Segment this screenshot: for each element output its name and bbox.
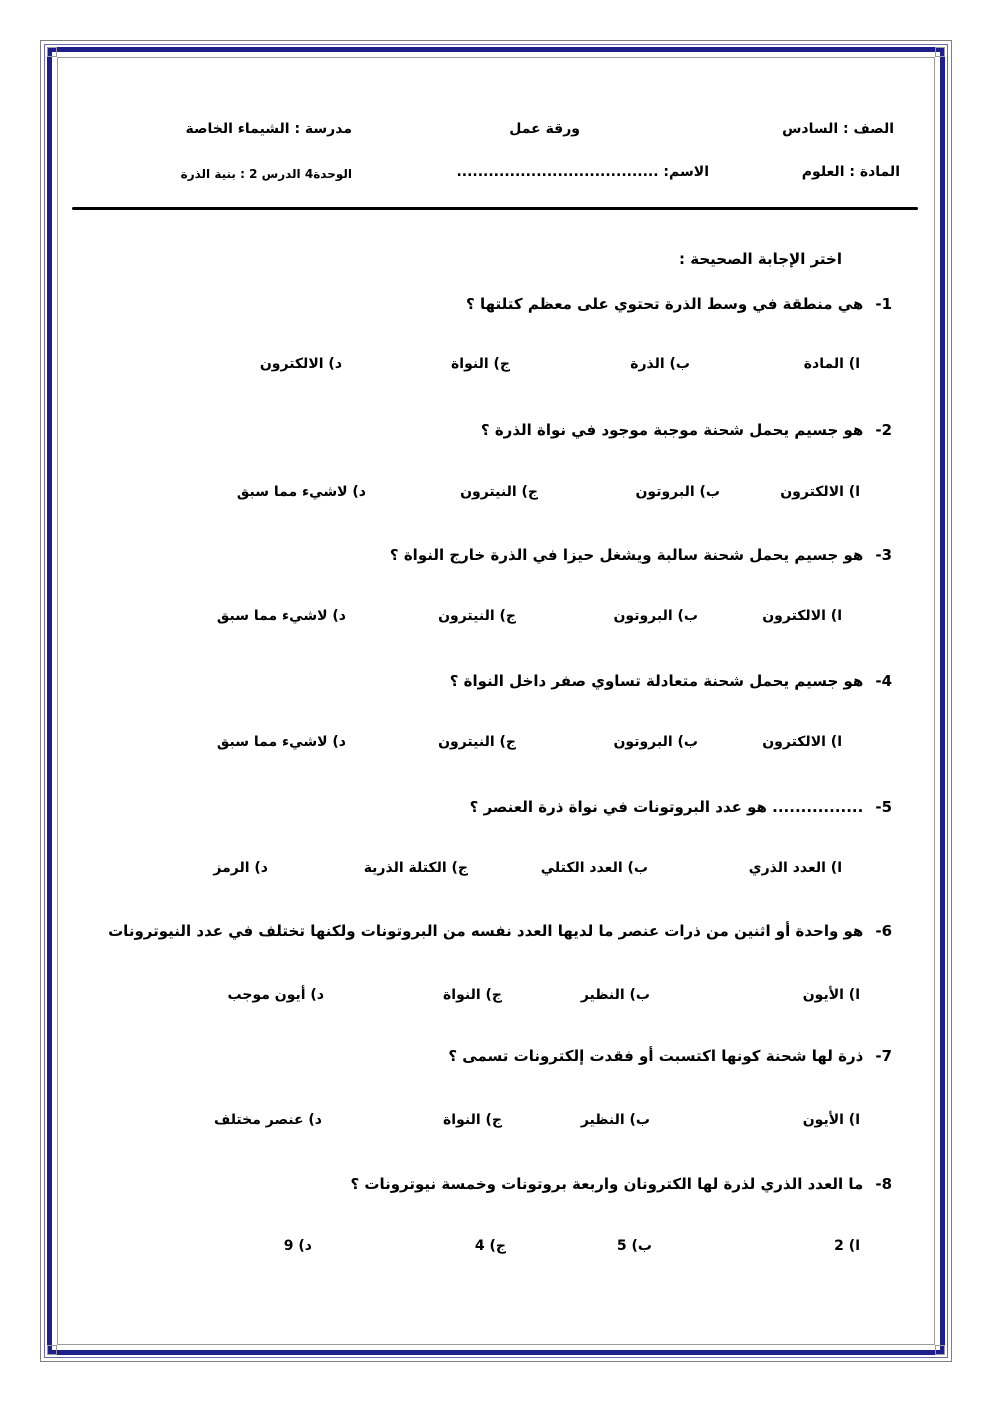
worksheet-title: ورقة عمل <box>509 121 580 137</box>
option-d[interactable]: د) 9 <box>283 1238 312 1254</box>
option-c[interactable]: ج) النواة <box>443 1112 502 1128</box>
question-number: 4- <box>875 672 892 690</box>
option-b[interactable]: ب) العدد الكتلي <box>540 860 648 876</box>
question-7 <box>448 1047 892 1065</box>
option-a[interactable]: ا) الالكترون <box>762 734 842 750</box>
question-4 <box>450 672 892 690</box>
question-text: هو جسيم يحمل شحنة متعادلة تساوي صفر داخل النواة ؟ <box>449 672 864 690</box>
school-name: مدرسة : الشيماء الخاصة <box>185 121 352 137</box>
question-number: 2- <box>875 421 892 439</box>
instruction-heading: اختر الإجابة الصحيحة : <box>679 250 842 268</box>
option-c[interactable]: ج) النيترون <box>460 484 538 500</box>
question-text: هو جسيم يحمل شحنة موجبة موجود في نواة الذرة ؟ <box>480 421 864 439</box>
option-a[interactable]: ا) المادة <box>803 356 860 372</box>
option-a[interactable]: ا) الالكترون <box>762 608 842 624</box>
question-text: ذرة لها شحنة كونها اكتسبت أو فقدت إلكترونات تسمى ؟ <box>448 1047 864 1065</box>
question-8 <box>350 1175 892 1193</box>
option-d[interactable]: د) الالكترون <box>259 356 342 372</box>
option-b[interactable]: ب) البروتون <box>613 608 698 624</box>
question-number: 5- <box>875 798 892 816</box>
option-b[interactable]: ب) النظير <box>580 987 650 1003</box>
question-6 <box>108 922 892 940</box>
question-text: هي منطقة في وسط الذرة تحتوي على معظم كتلتها ؟ <box>466 295 864 313</box>
question-number: 8- <box>875 1175 892 1193</box>
corner-ornament <box>935 47 945 57</box>
option-c[interactable]: ج) الكتلة الذرية <box>363 860 468 876</box>
option-c[interactable]: ج) النيترون <box>438 608 516 624</box>
option-b[interactable]: ب) النظير <box>580 1112 650 1128</box>
corner-ornament <box>47 1345 57 1355</box>
option-b[interactable]: ب) الذرة <box>630 356 690 372</box>
corner-ornament <box>935 1345 945 1355</box>
option-a[interactable]: ا) الأيون <box>802 1112 860 1128</box>
question-1 <box>466 295 892 313</box>
option-c[interactable]: ج) النواة <box>451 356 510 372</box>
option-a[interactable]: ا) 2 <box>834 1238 860 1254</box>
question-3 <box>390 546 892 564</box>
option-c[interactable]: ج) 4 <box>474 1238 506 1254</box>
option-d[interactable]: د) لاشيء مما سبق <box>216 608 346 624</box>
student-name-field[interactable]: الاسم: ...................................... <box>456 164 709 180</box>
option-d[interactable]: د) أيون موجب <box>227 987 324 1003</box>
option-a[interactable]: ا) الأيون <box>802 987 860 1003</box>
question-text: هو جسيم يحمل شحنة سالبة ويشغل حيزا في الذرة خارج النواة ؟ <box>389 546 864 564</box>
question-number: 6- <box>875 922 892 940</box>
question-text: هو واحدة أو اثنين من ذرات عنصر ما لديها العدد نفسه من البروتونات ولكنها تختلف في عدد النيوترونات <box>108 922 864 940</box>
option-a[interactable]: ا) الالكترون <box>780 484 860 500</box>
header-divider <box>72 207 918 210</box>
option-c[interactable]: ج) النيترون <box>438 734 516 750</box>
unit-lesson-label: الوحدة4 الدرس 2 : بنية الذرة <box>180 167 352 181</box>
question-5 <box>470 798 892 816</box>
subject-label: المادة : العلوم <box>801 164 900 180</box>
option-b[interactable]: ب) البروتون <box>635 484 720 500</box>
question-number: 7- <box>875 1047 892 1065</box>
option-a[interactable]: ا) العدد الذري <box>748 860 842 876</box>
question-text: ................ هو عدد البروتونات في نواة ذرة العنصر ؟ <box>469 798 864 816</box>
question-number: 1- <box>875 295 892 313</box>
option-b[interactable]: ب) البروتون <box>613 734 698 750</box>
question-text: ما العدد الذري لذرة لها الكترونان واربعة بروتونات وخمسة نيوترونات ؟ <box>350 1175 864 1193</box>
option-d[interactable]: د) الرمز <box>213 860 268 876</box>
question-number: 3- <box>875 546 892 564</box>
corner-ornament <box>47 47 57 57</box>
question-2 <box>481 421 892 439</box>
option-d[interactable]: د) لاشيء مما سبق <box>236 484 366 500</box>
grade-label: الصف : السادس <box>782 121 894 137</box>
option-c[interactable]: ج) النواة <box>443 987 502 1003</box>
option-b[interactable]: ب) 5 <box>616 1238 652 1254</box>
option-d[interactable]: د) عنصر مختلف <box>214 1112 322 1128</box>
option-d[interactable]: د) لاشيء مما سبق <box>216 734 346 750</box>
